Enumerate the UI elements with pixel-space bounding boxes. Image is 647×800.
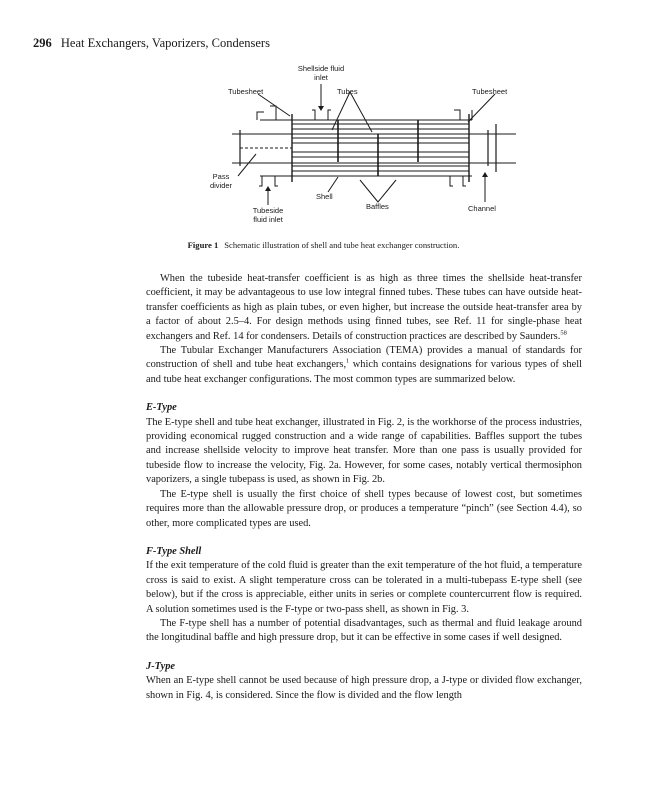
running-title: Heat Exchangers, Vaporizers, Condensers bbox=[60, 36, 270, 50]
label-shell: Shell bbox=[316, 192, 333, 201]
heading-j-type: J-Type bbox=[146, 660, 176, 672]
leader-baffles bbox=[360, 180, 396, 202]
running-header bbox=[33, 36, 270, 51]
paragraph-5: If the exit temperature of the cold fluid is greater than the exit temperature of the hot fluid, a temperature cross is said to exist. A slight temperature cross can be tolerated in a multi-tubepass E-type shell (see below), but if the cross is appreciable, either units in series or complete countercurrent flow is required. A solution sometimes used is the F-type or two-pass shell, as shown in Fig. 3. bbox=[146, 560, 582, 615]
heading-e-type: E-Type bbox=[146, 402, 177, 414]
page-number: 296 bbox=[33, 36, 52, 50]
paragraph-4: The E-type shell is usually the first choice of shell types because of lowest cost, but sometimes requires more than the allowable pressure drop, or produces a temperature “pinch” (see Section 4.4), so other, more complicated types are used. bbox=[146, 488, 582, 529]
body-text bbox=[146, 272, 582, 703]
label-tubeside-inlet: Tubeside fluid inlet bbox=[252, 206, 284, 224]
paragraph-3: The E-type shell and tube heat exchanger, illustrated in Fig. 2, is the workhorse of the process industries, providing economical rugged construction and a wide range of capabilities. Baffles support the tubes and increase shellside velocity to improve heat transfer. More than one pass is usually provided for tubeside flow to increase the velocity, Fig. 2a. However, for some cases, notably vertical thermosiphon vaporizers, a single tubepass is used, as shown in Fig. 2b. bbox=[146, 416, 582, 486]
arrow-shellside bbox=[318, 106, 324, 111]
shellside-nozzle-right bbox=[328, 110, 331, 120]
figure-caption bbox=[0, 240, 647, 250]
label-baffles: Baffles bbox=[366, 202, 389, 211]
label-pass-divider: Pass divider bbox=[209, 172, 233, 190]
leader-tubesheet-left bbox=[258, 94, 290, 116]
bottom-nozzle-left bbox=[259, 176, 262, 186]
leader-pass-divider bbox=[238, 154, 256, 176]
bottom-nozzle-right2 bbox=[450, 176, 453, 186]
leader-shell bbox=[328, 177, 338, 192]
heading-f-type: F-Type Shell bbox=[146, 545, 202, 557]
shellside-nozzle-left bbox=[312, 110, 315, 120]
bottom-nozzle-right3 bbox=[463, 176, 466, 186]
paragraph-2-text-a: The Tubular Exchanger Manufacturers Association (TEMA) provides a manual of standards for construction of shell and tube heat exchangers, bbox=[146, 345, 582, 371]
figure-1 bbox=[200, 62, 530, 232]
tube-4 bbox=[292, 166, 469, 171]
arrow-channel bbox=[482, 172, 488, 177]
leader-tubesheet-right bbox=[468, 94, 495, 122]
channel-top-left bbox=[257, 112, 264, 120]
label-tubes: Tubes bbox=[337, 87, 358, 96]
paragraph-2-text-b: which contains designations for various types of shell and tube heat exchanger configurations. The most common types are summarized below. bbox=[146, 359, 582, 385]
label-tubesheet-left: Tubesheet bbox=[228, 87, 264, 96]
caption-label: Figure 1 bbox=[187, 240, 219, 250]
paragraph-2 bbox=[146, 344, 582, 387]
paragraph-1-text: When the tubeside heat-transfer coefficient is as high as three times the shellside heat-transfer coefficient, it may be advantageous to use low integral finned tubes. These tubes can have outside heat-transfer coefficients as high as plain tubes, or even higher, but increase the outside heat-transfer area by a factor of about 2.5–4. For design methods using finned tubes, see Ref. 11 for single-phase heat exchangers and Ref. 14 for condensers. Details of construction practices are described by Saunders. bbox=[146, 273, 582, 342]
bottom-nozzle-right bbox=[275, 176, 278, 186]
channel-top-left2 bbox=[270, 106, 276, 120]
arrow-tubeside bbox=[265, 186, 271, 191]
label-tubesheet-right: Tubesheet bbox=[472, 87, 508, 96]
paragraph-1 bbox=[146, 272, 582, 344]
ref-58: 58 bbox=[560, 329, 567, 337]
caption-text: Schematic illustration of shell and tube heat exchanger construction. bbox=[224, 240, 460, 250]
channel-top-right bbox=[454, 110, 460, 120]
tube-2 bbox=[292, 138, 469, 143]
label-shellside-inlet: Shellside fluid inlet bbox=[297, 64, 345, 82]
tube-3 bbox=[292, 152, 469, 157]
tube-1 bbox=[292, 124, 469, 129]
paragraph-6: The F-type shell has a number of potential disadvantages, such as thermal and fluid leakage around the longitudinal baffle and high pressure drop, but it can be effective in some cases if well designed. bbox=[146, 617, 582, 644]
paragraph-7: When an E-type shell cannot be used because of high pressure drop, a J-type or divided flow exchanger, shown in Fig. 4, is considered. Since the flow is divided and the flow length bbox=[146, 675, 582, 701]
ref-1: 1 bbox=[346, 357, 350, 365]
label-channel: Channel bbox=[468, 204, 496, 213]
